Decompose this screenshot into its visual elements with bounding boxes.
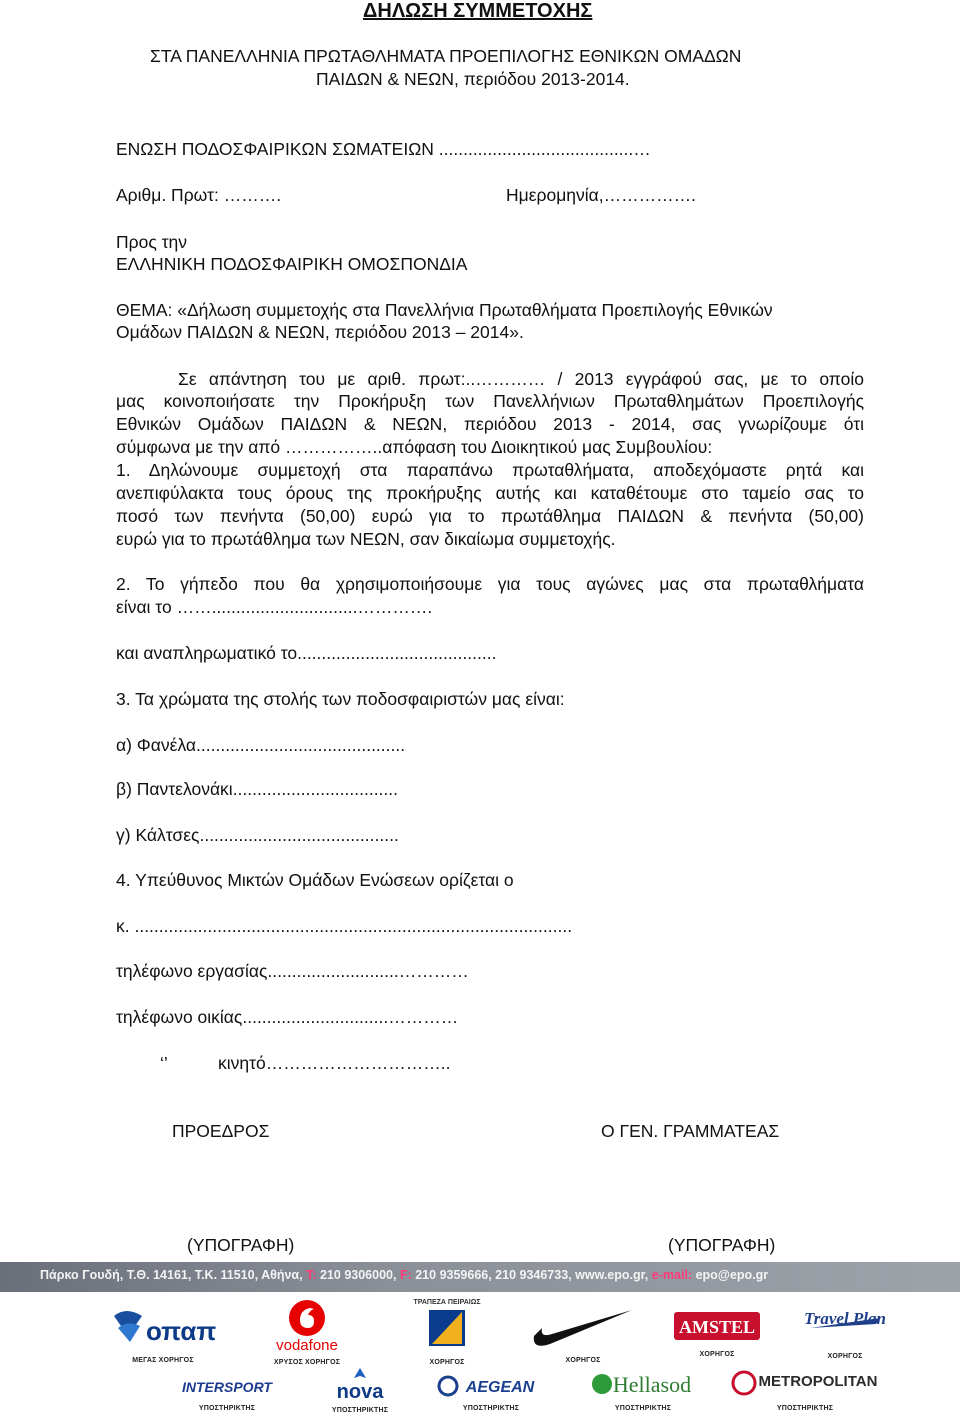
metropolitan-wordmark: METROPOLITAN (758, 1373, 878, 1390)
opap-wordmark: οπαπ (146, 1316, 217, 1346)
amstel-emblem-icon (672, 1306, 762, 1346)
mobile-ditto-mark: ‘’ (160, 1053, 168, 1073)
item-1-line-3: ποσό των πενήντα (50,00) ευρώ για το πρωτάθλημα ΠΑΙΔΩΝ & πενήντα (50,00) (116, 506, 864, 526)
item-3: 3. Τα χρώματα της στολής των ποδοσφαιριστών μας είναι: (116, 689, 565, 709)
footer (0, 1262, 960, 1426)
subject-line-1: ΘΕΜΑ: «Δήλωση συμμετοχής στα Πανελλήνια Πρωταθλήματα Προεπιλογής Εθνικών (116, 300, 773, 320)
opap-caption: ΜΕΓΑΣ ΧΟΡΗΓΟΣ (132, 1357, 194, 1364)
item-4: 4. Υπεύθυνος Μικτών Ομάδων Ενώσεων ορίζεται ο (116, 870, 514, 890)
sponsor-travelplan-logo (800, 1302, 890, 1360)
aegean-emblem-icon (436, 1372, 546, 1400)
sponsor-nova-logo (320, 1366, 400, 1414)
sponsor-metropolitan-logo (730, 1366, 880, 1412)
item-2-line-3: και αναπληρωματικό το......................................... (116, 643, 497, 663)
sponsor-amstel-logo (672, 1306, 762, 1358)
shorts-color: β) Παντελονάκι.................................. (116, 779, 399, 799)
reply-line-1: Σε απάντηση του με αριθ. πρωτ:..………… / 2013 εγγράφού σας, με το οποίο (178, 369, 864, 389)
responsible-person: κ. .......................................................................................... (116, 916, 573, 936)
nova-wordmark: nova (336, 1381, 384, 1402)
opap-emblem-icon (108, 1306, 218, 1352)
metropolitan-emblem-icon (730, 1366, 880, 1400)
intersport-wordmark: INTERSPORT (182, 1379, 272, 1395)
sponsor-aegean-logo (436, 1372, 546, 1412)
union-line: ΕΝΩΣΗ ΠΟΔΟΣΦΑΙΡΙΚΩΝ ΣΩΜΑΤΕΙΩΝ ........................................… (116, 139, 651, 159)
secretary-label: Ο ΓΕΝ. ΓΡΑΜΜΑΤΕΑΣ (601, 1121, 780, 1141)
fax-label: F: (399, 1268, 412, 1282)
reply-line-2: μας κοινοποιήσατε την Προκήρυξη των Πανελλήνιων Πρωταθλημάτων Προεπιλογής (116, 391, 864, 411)
sponsor-vodafone-logo (262, 1298, 352, 1366)
fax-number: 210 9359666, 210 9346733, (415, 1268, 572, 1282)
nike-caption: ΧΟΡΗΓΟΣ (565, 1357, 601, 1364)
nike-swoosh-icon (528, 1300, 638, 1352)
travelplan-wordmark: Travel Plan (804, 1309, 886, 1328)
nova-emblem-icon (320, 1366, 400, 1402)
hellasod-emblem-icon (588, 1368, 698, 1400)
amstel-wordmark: AMSTEL (678, 1317, 756, 1337)
signature-left: (ΥΠΟΓΡΑΦΗ) (187, 1235, 295, 1255)
tel-number: 210 9306000, (319, 1268, 397, 1282)
piraeus-wordmark: ΤΡΑΠΕΖΑ ΠΕΙΡΑΙΩΣ (413, 1299, 481, 1306)
vodafone-caption: ΧΡΥΣΟΣ ΧΟΡΗΓΟΣ (273, 1359, 341, 1366)
hellasod-caption: ΥΠΟΣΤΗΡΙΚΤΗΣ (614, 1405, 672, 1412)
address-text: Πάρκο Γουδή, Τ.Θ. 14161, Τ.Κ. 11510, Αθήνα, (40, 1268, 303, 1282)
sponsor-hellasod-logo (588, 1368, 698, 1412)
work-phone: τηλέφωνο εργασίας...........................………… (116, 961, 469, 981)
email-link[interactable]: epo@epo.gr (695, 1268, 769, 1282)
nova-caption: ΥΠΟΣΤΗΡΙΚΤΗΣ (331, 1407, 389, 1414)
reply-line-4: σύμφωνα με την από ……………..απόφαση του Διοικητικού μας Συμβουλίου: (116, 437, 713, 457)
aegean-wordmark: AEGEAN (465, 1379, 535, 1396)
document-title: ΔΗΛΩΣΗ ΣΥΜΜΕΤΟΧΗΣ (363, 0, 593, 22)
sponsor-intersport-logo (172, 1374, 282, 1412)
metropolitan-caption: ΥΠΟΣΤΗΡΙΚΤΗΣ (776, 1405, 834, 1412)
email-label: e-mail: (651, 1268, 693, 1282)
contact-line (40, 1268, 768, 1282)
home-phone: τηλέφωνο οικίας..............................………… (116, 1007, 459, 1027)
socks-color: γ) Κάλτσες......................................... (116, 825, 399, 845)
sponsor-opap-logo (108, 1306, 218, 1364)
mobile-phone: κινητό………………………….. (218, 1053, 451, 1073)
sponsor-nike-logo (528, 1300, 638, 1364)
piraeus-caption: ΧΟΡΗΓΟΣ (429, 1359, 465, 1366)
website-link[interactable]: www.epo.gr, (575, 1268, 649, 1282)
amstel-caption: ΧΟΡΗΓΟΣ (699, 1351, 735, 1358)
item-2-line-2: είναι το ……..............................…………. (116, 597, 433, 617)
item-2-line-1: 2. Το γήπεδο που θα χρησιμοποιήσουμε για τους αγώνες μας στα πρωταθλήματα (116, 574, 864, 594)
subtitle-line-1: ΣΤΑ ΠΑΝΕΛΛΗΝΙΑ ΠΡΩΤΑΘΛΗΜΑΤΑ ΠΡΟΕΠΙΛΟΓΗΣ ΕΘΝΙΚΩΝ ΟΜΑΔΩΝ (150, 46, 742, 66)
subtitle-line-2: ΠΑΙΔΩΝ & ΝΕΩΝ, περιόδου 2013-2014. (316, 69, 630, 89)
intersport-caption: ΥΠΟΣΤΗΡΙΚΤΗΣ (198, 1405, 256, 1412)
subject-line-2: Ομάδων ΠΑΙΔΩΝ & ΝΕΩΝ, περιόδου 2013 – 2014». (116, 322, 524, 342)
vodafone-wordmark: vodafone (276, 1337, 338, 1354)
tel-label: T: (306, 1268, 317, 1282)
jersey-color: α) Φανέλα........................................... (116, 735, 406, 755)
reply-line-3: Εθνικών Ομάδων ΠΑΙΔΩΝ & ΝΕΩΝ, περιόδου 2013 - 2014, σας γνωρίζουμε ότι (116, 414, 864, 434)
item-1-line-1: 1. Δηλώνουμε συμμετοχή στα παραπάνω πρωταθλήματα, αποδεχόμαστε ρητά και (116, 460, 864, 480)
recipient-line-2: ΕΛΛΗΝΙΚΗ ΠΟΔΟΣΦΑΙΡΙΚΗ ΟΜΟΣΠΟΝΔΙΑ (116, 254, 468, 274)
item-1-line-2: ανεπιφύλακτα τους όρους της προκήρυξης αυτής και καταθέτουμε στο ταμείο σας το (116, 483, 864, 503)
contact-band (0, 1262, 960, 1292)
sponsor-piraeus-logo (392, 1296, 502, 1366)
item-1-line-4: ευρώ για το πρωτάθλημα των ΝΕΩΝ, σαν δικαίωμα συμμετοχής. (116, 529, 616, 549)
date-field: Ημερομηνία,……………. (506, 185, 697, 205)
signature-right: (ΥΠΟΓΡΑΦΗ) (668, 1235, 776, 1255)
hellasod-wordmark: Hellasod (612, 1372, 692, 1397)
vodafone-emblem-icon (262, 1298, 352, 1354)
piraeus-emblem-icon (392, 1296, 502, 1354)
protocol-number: Αριθμ. Πρωτ: ………. (116, 185, 282, 205)
travelplan-emblem-icon (800, 1302, 890, 1348)
travelplan-caption: ΧΟΡΗΓΟΣ (827, 1353, 863, 1360)
president-label: ΠΡΟΕΔΡΟΣ (172, 1121, 270, 1141)
aegean-caption: ΥΠΟΣΤΗΡΙΚΤΗΣ (462, 1405, 520, 1412)
intersport-emblem-icon (172, 1374, 282, 1400)
recipient-line-1: Προς την (116, 232, 188, 252)
